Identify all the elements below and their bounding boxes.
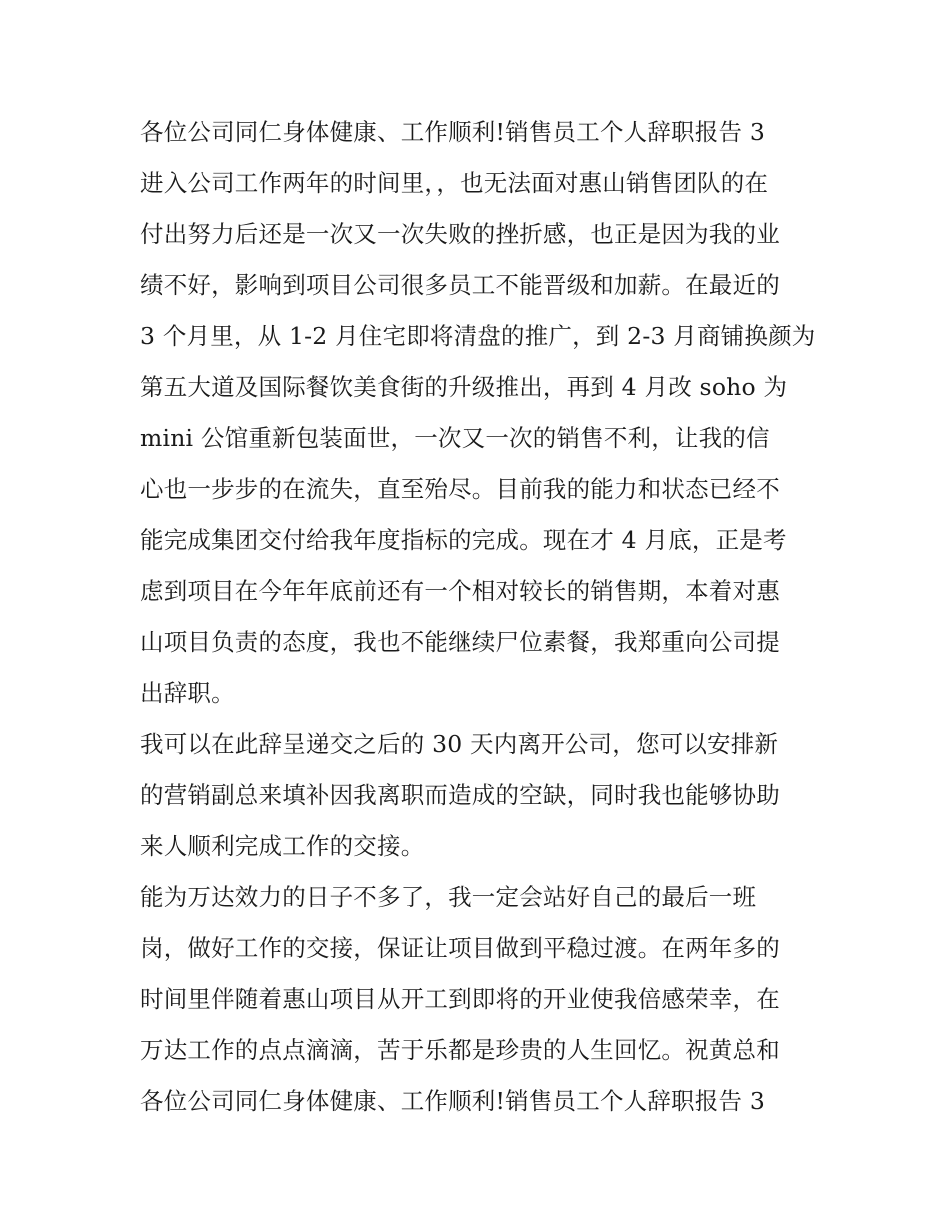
text-line: 岗，做好工作的交接，保证让项目做到平稳过渡。在两年多的	[140, 934, 780, 962]
text-line: 万达工作的点点滴滴，苦于乐都是珍贵的人生回忆。祝黄总和	[140, 1036, 780, 1064]
text-line: mini 公馆重新包装面世，一次又一次的销售不利，让我的信	[140, 424, 770, 452]
text-line: 3 个月里，从 1-2 月住宅即将清盘的推广，到 2-3 月商铺换颜为	[140, 322, 816, 350]
text-line: 山项目负责的态度，我也不能继续尸位素餐，我郑重向公司提	[140, 628, 780, 656]
text-line: 的营销副总来填补因我离职而造成的空缺，同时我也能够协助	[140, 781, 780, 809]
text-line: 各位公司同仁身体健康、工作顺利!销售员工个人辞职报告 3	[140, 118, 765, 146]
text-line: 能为万达效力的日子不多了，我一定会站好自己的最后一班	[140, 883, 757, 911]
text-line: 出辞职。	[140, 679, 235, 707]
text-line: 心也一步步的在流失，直至殆尽。目前我的能力和状态已经不	[140, 475, 780, 503]
text-line: 各位公司同仁身体健康、工作顺利!销售员工个人辞职报告 3	[140, 1087, 765, 1115]
text-line: 第五大道及国际餐饮美食街的升级推出，再到 4 月改 soho 为	[140, 373, 788, 401]
text-line: 绩不好，影响到项目公司很多员工不能晋级和加薪。在最近的	[140, 271, 780, 299]
text-line: 进入公司工作两年的时间里，，也无法面对惠山销售团队的在	[140, 169, 769, 197]
text-line: 付出努力后还是一次又一次失败的挫折感，也正是因为我的业	[140, 220, 780, 248]
text-line: 能完成集团交付给我年度指标的完成。现在才 4 月底，正是考	[140, 526, 787, 554]
text-line: 来人顺利完成工作的交接。	[140, 832, 425, 860]
text-line: 我可以在此辞呈递交之后的 30 天内离开公司，您可以安排新	[140, 730, 779, 758]
document-body	[140, 107, 820, 1127]
text-line: 时间里伴随着惠山项目从开工到即将的开业使我倍感荣幸，在	[140, 985, 780, 1013]
text-line: 虑到项目在今年年底前还有一个相对较长的销售期，本着对惠	[140, 577, 780, 605]
